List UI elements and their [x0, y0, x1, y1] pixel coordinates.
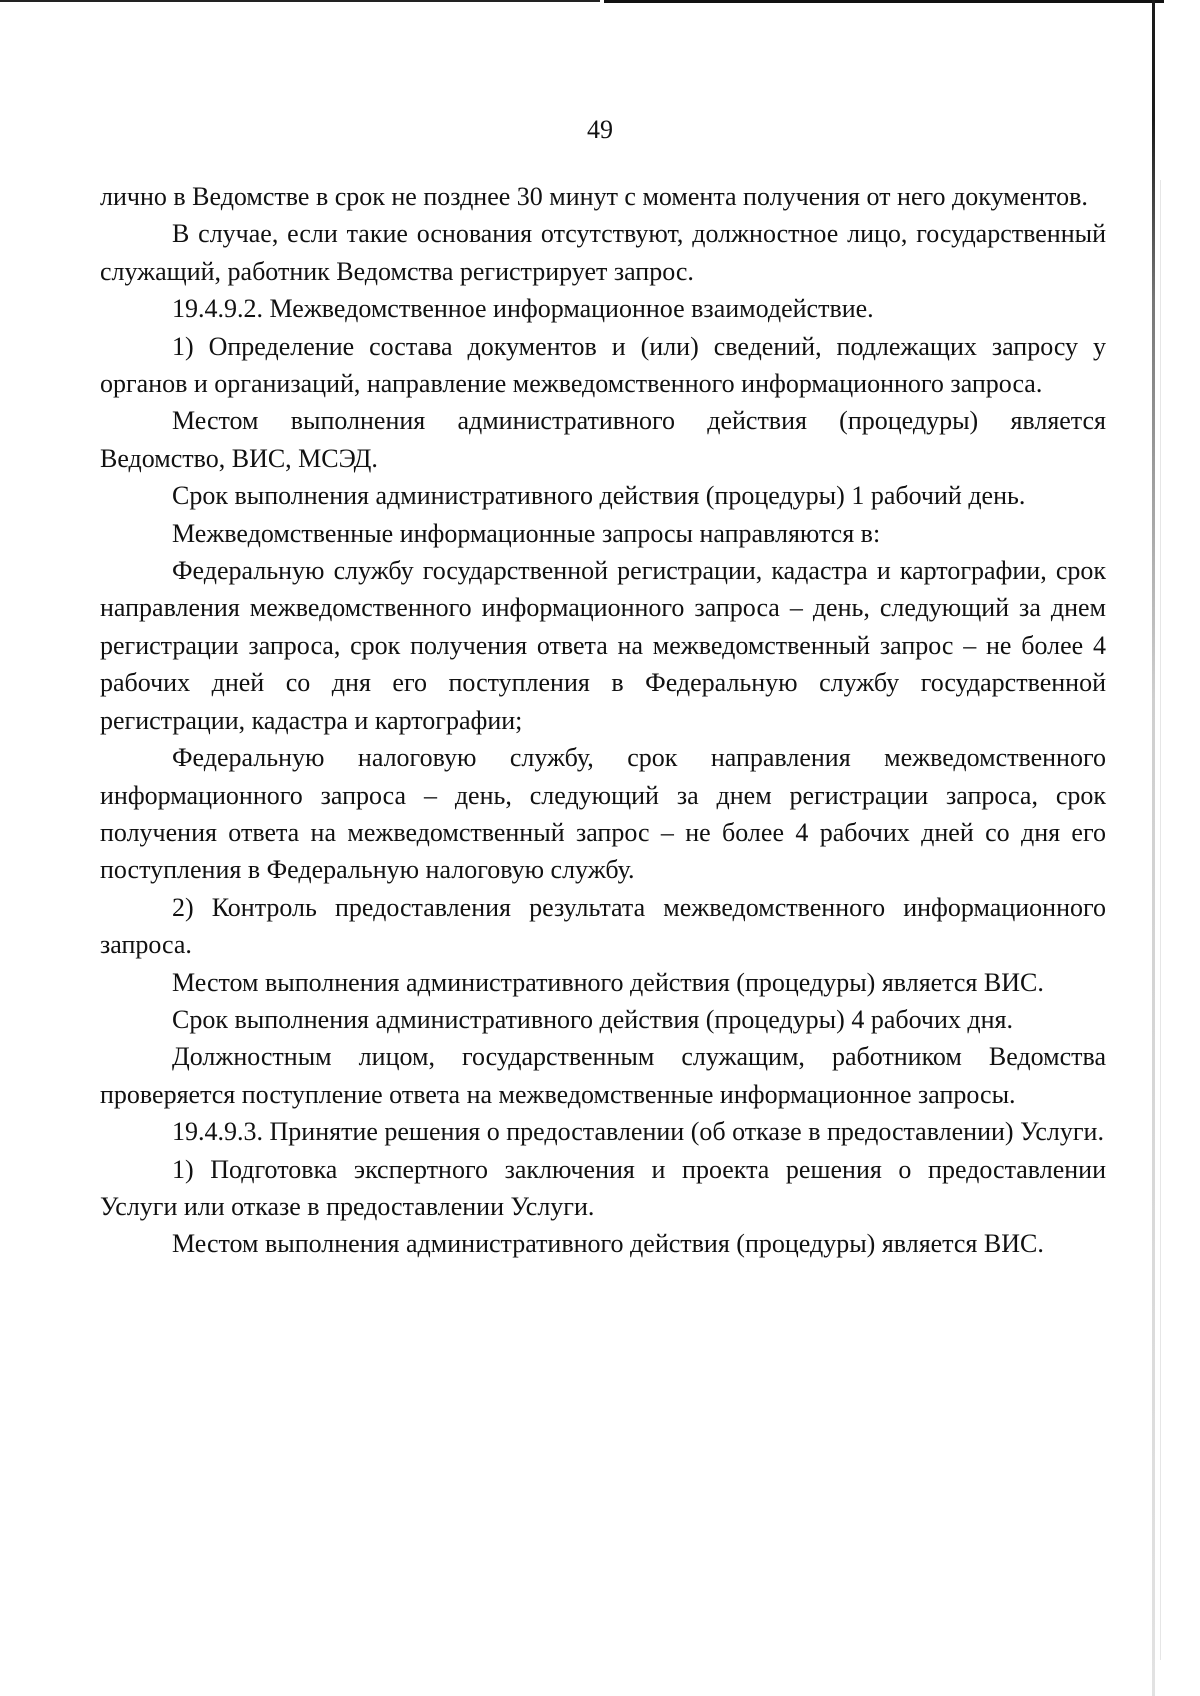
paragraph-11: Местом выполнения административного действия (процедуры) является ВИС.: [172, 967, 1044, 997]
scan-top-border-right: [604, 0, 1164, 3]
paragraph-10: 2) Контроль предоставления результата межведомственного информационного запроса.: [100, 892, 1106, 960]
paragraph-1: лично в Ведомстве в срок не позднее 30 минут с момента получения от него документов.: [100, 182, 1088, 211]
section-heading-19-4-9-3: 19.4.9.3. Принятие решения о предоставлении (об отказе в предоставлении) Услуги.: [172, 1117, 1104, 1147]
paragraph-5: Местом выполнения административного действия (процедуры) является Ведомство, ВИС, МСЭД.: [100, 406, 1106, 473]
paragraph-13: Должностным лицом, государственным служащим, работником Ведомства проверяется поступление ответа на межведомственные информационное запросы.: [100, 1042, 1106, 1109]
paragraph-12: Срок выполнения административного действия (процедуры) 4 рабочих дня.: [172, 1004, 1014, 1034]
scan-top-border-left: [0, 0, 600, 2]
paragraph-8: Федеральную службу государственной регистрации, кадастра и картографии, срок направления межведомственного информационного запроса – день, следующий за днем регистрации запроса, срок получения ответа на межведомственный запрос – не более 4 рабочих дней со дня его поступления в Федеральную службу государственной регистрации, кадастра и картографии;: [100, 556, 1106, 735]
paragraph-9: Федеральную налоговую службу, срок направления межведомственного информационного запроса – день, следующий за днем регистрации запроса, срок получения ответа на межведомственный запрос – не более 4 рабочих дней со дня его поступления в Федеральную налоговую службу.: [100, 743, 1106, 885]
paragraph-2: В случае, если такие основания отсутствуют, должностное лицо, государственный служащий, работник Ведомства регистрирует запрос.: [100, 219, 1106, 286]
scan-right-edge: [1152, 0, 1155, 1696]
document-body: [100, 178, 1106, 1263]
page-number: 49: [587, 115, 613, 144]
paragraph-16: Местом выполнения административного действия (процедуры) является ВИС.: [172, 1229, 1044, 1259]
section-heading-19-4-9-2: 19.4.9.2. Межведомственное информационное взаимодействие.: [172, 294, 874, 324]
paragraph-15: 1) Подготовка экспертного заключения и проекта решения о предоставлении Услуги или отказе в предоставлении Услуги.: [100, 1154, 1106, 1221]
paragraph-6: Срок выполнения административного действия (процедуры) 1 рабочий день.: [172, 481, 1026, 511]
scan-right-edge-shadow: [1160, 180, 1161, 1660]
paragraph-7: Межведомственные информационные запросы направляются в:: [172, 518, 881, 548]
paragraph-4: 1) Определение состава документов и (или) сведений, подлежащих запросу у органов и организаций, направление межведомственного информационного запроса.: [100, 331, 1106, 399]
